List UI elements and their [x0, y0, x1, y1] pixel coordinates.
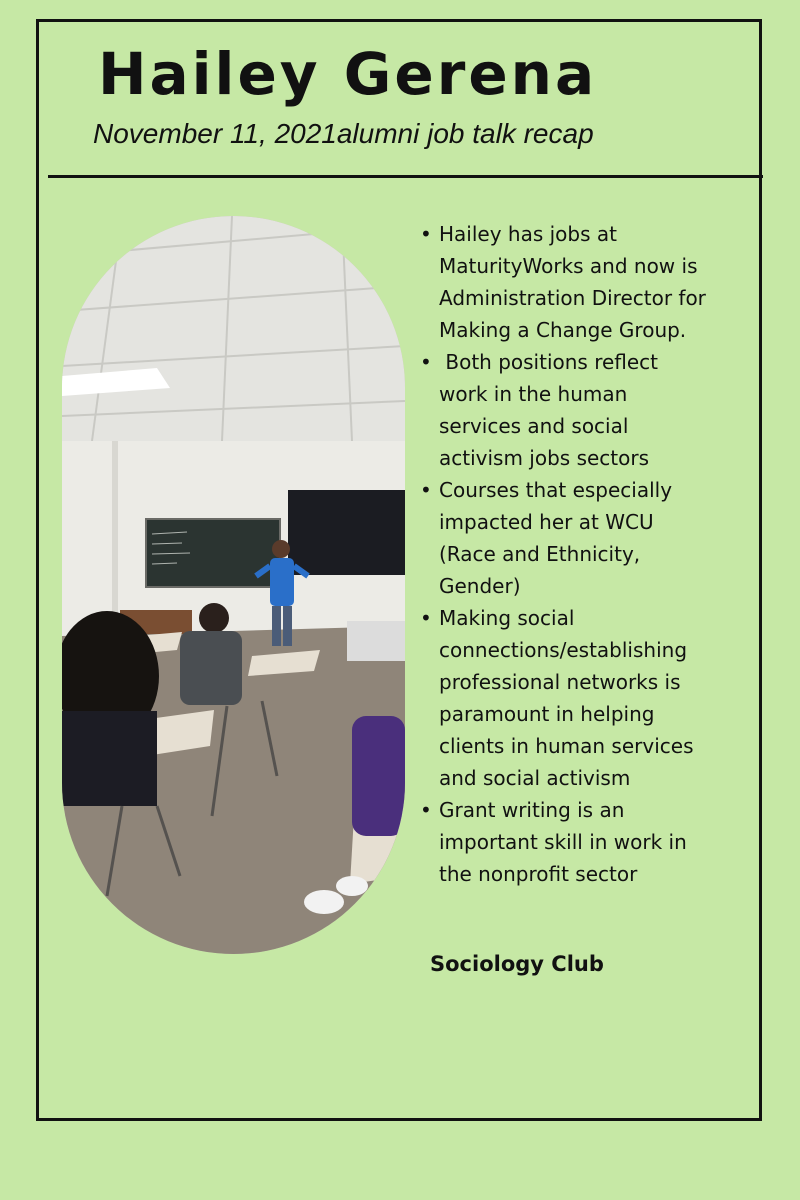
bullet-item: • Hailey has jobs at MaturityWorks and now is Administration Director for Making a Change Group.: [420, 218, 710, 346]
poster-subtitle: November 11, 2021alumni job talk recap: [93, 118, 594, 149]
bullet-item: • Making social connections/establishing professional networks is paramount in helping clients in human services and social activism: [420, 602, 710, 794]
event-photo: [62, 216, 405, 954]
bullet-item: • Grant writing is an important skill in work in the nonprofit sector: [420, 794, 710, 890]
club-name: Sociology Club: [430, 952, 604, 976]
bullet-item: • Both positions reflect work in the human services and social activism jobs sectors: [420, 346, 710, 474]
bullet-item: • Courses that especially impacted her at WCU (Race and Ethnicity, Gender): [420, 474, 710, 602]
photo-screen: [288, 490, 405, 575]
poster-title: Hailey Gerena: [98, 40, 598, 108]
recap-bullet-list: [420, 218, 710, 890]
header-divider: [48, 175, 763, 178]
photo-presenter: [270, 558, 294, 606]
